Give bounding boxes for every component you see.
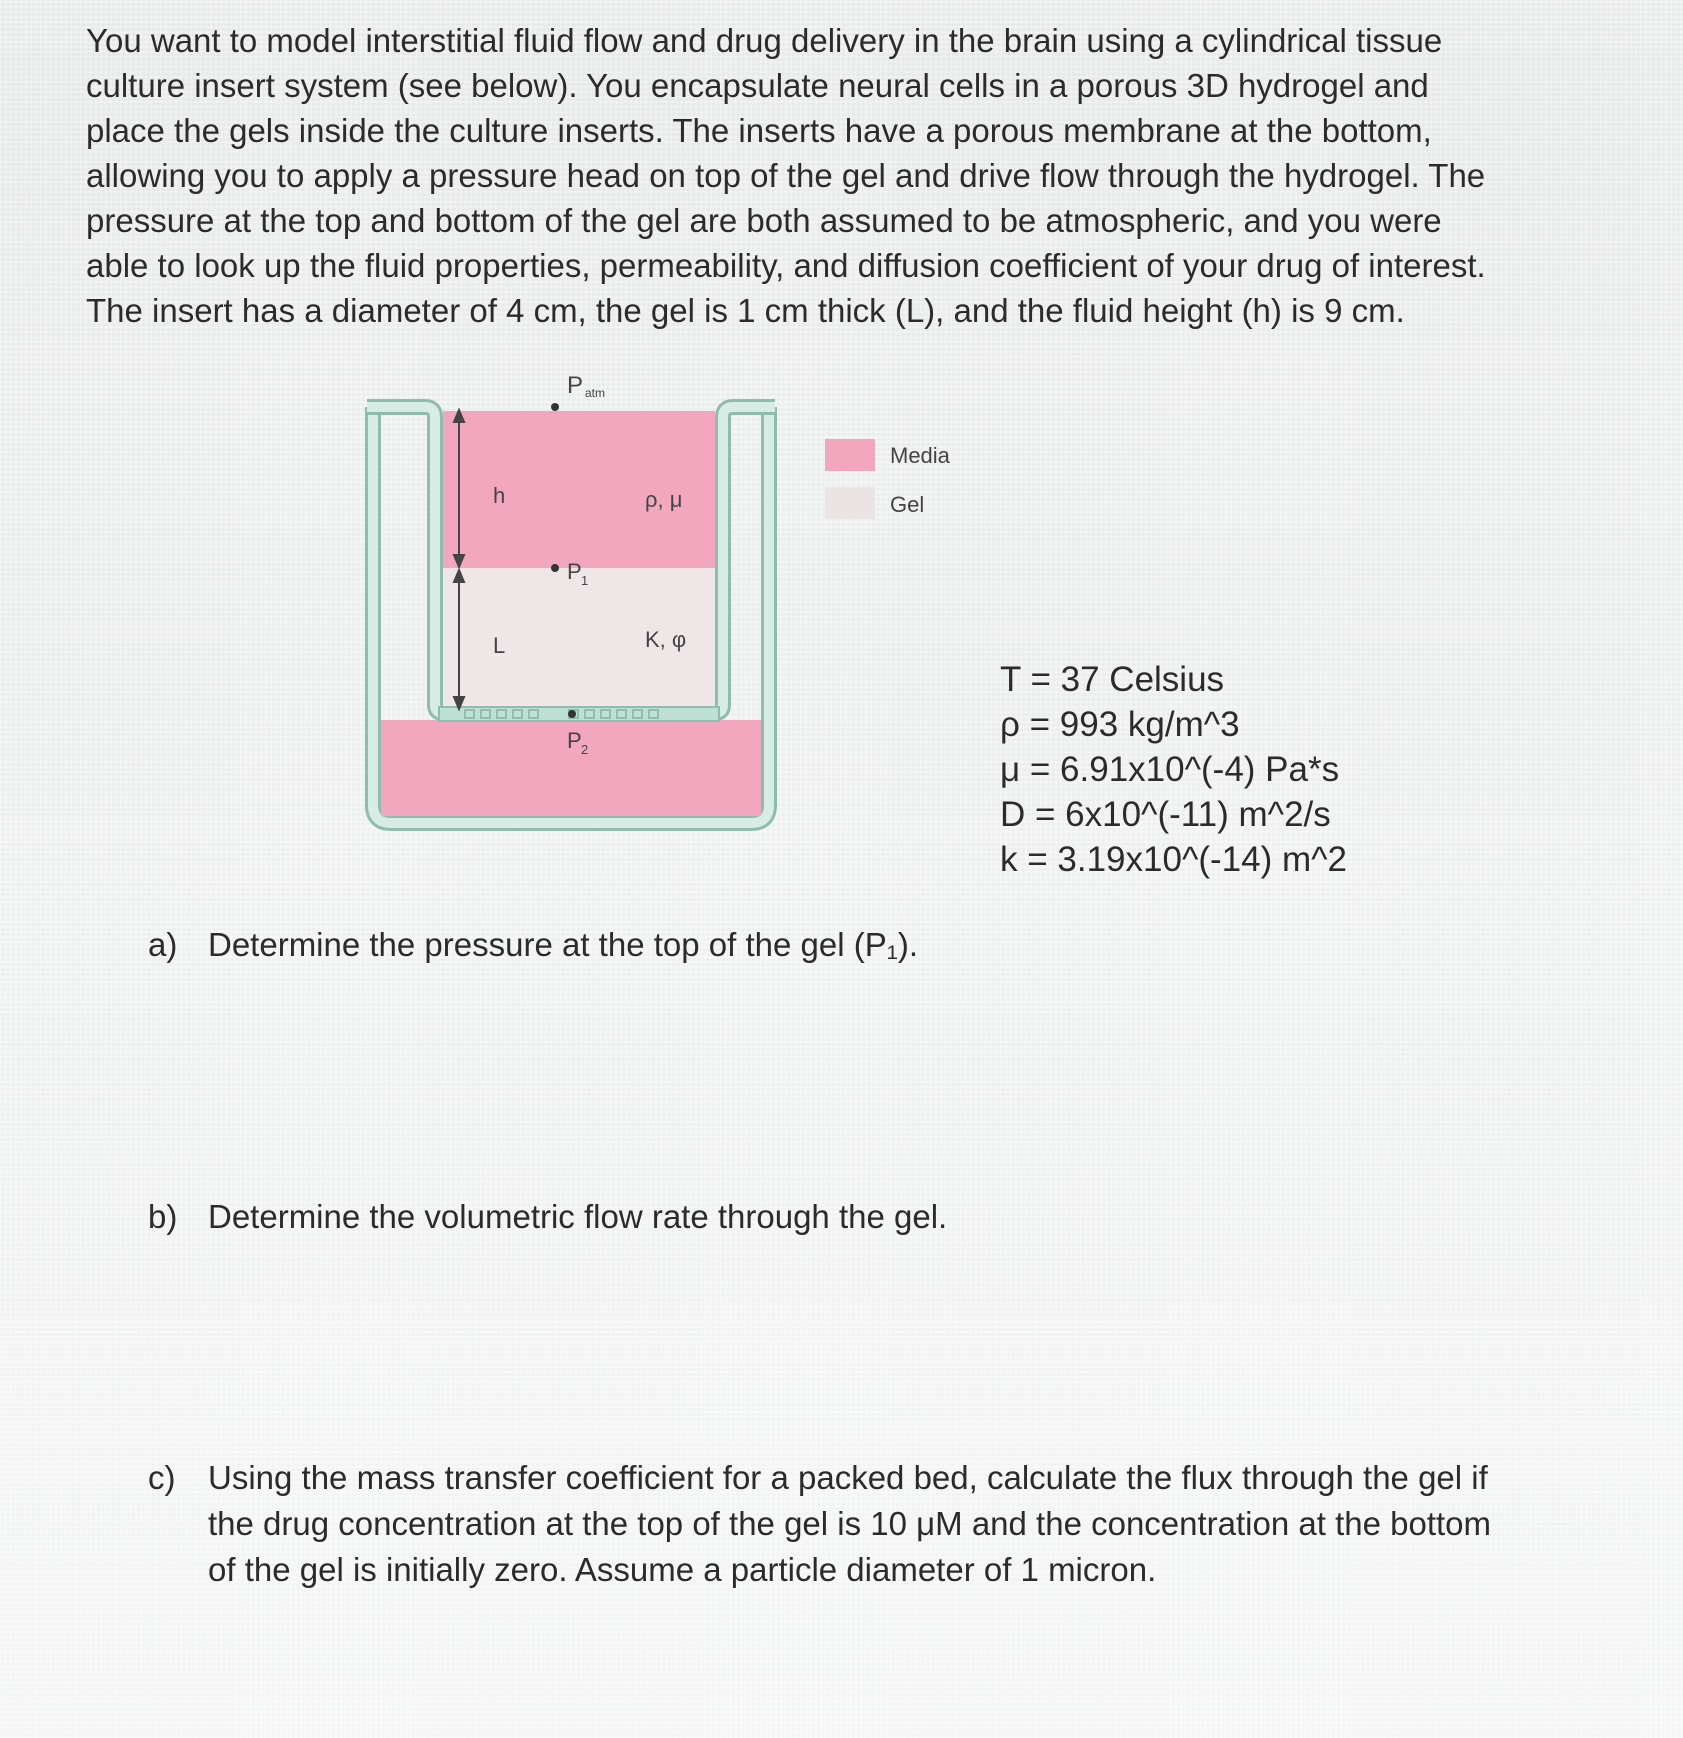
p1-label: P — [567, 559, 582, 584]
intro-line: culture insert system (see below). You encapsulate neural cells in a porous 3D hydrogel and — [86, 67, 1429, 104]
l-label: L — [493, 633, 506, 658]
question-line: Determine the volumetric flow rate through the gel. — [208, 1198, 948, 1235]
parameter-list — [1000, 657, 1347, 882]
culture-insert-diagram — [355, 365, 995, 835]
p-atm-point — [551, 403, 559, 411]
p-atm-subscript: atm — [585, 386, 606, 400]
question-a-text — [208, 922, 1683, 968]
legend-label-gel: Gel — [890, 492, 925, 517]
p1-point — [551, 564, 559, 572]
question-b-text — [208, 1194, 1683, 1240]
legend-swatch-media — [825, 439, 875, 471]
question-c — [148, 1455, 1648, 1595]
question-line: Determine the pressure at the top of the gel (P₁). — [208, 926, 918, 963]
legend-label-media: Media — [890, 443, 950, 468]
h-label: h — [493, 483, 506, 508]
intro-line: You want to model interstitial fluid flow and drug delivery in the brain using a cylindrical tissue — [86, 22, 1443, 59]
question-c-label: c) — [148, 1459, 176, 1496]
legend-swatch-gel — [825, 487, 875, 519]
p2-point — [568, 710, 576, 718]
p2-label: P — [567, 728, 582, 753]
rho-mu-label: ρ, μ — [645, 487, 683, 512]
p2-subscript: 2 — [581, 742, 589, 757]
question-b-label: b) — [148, 1198, 178, 1235]
parameter-permeability: k = 3.19x10^(-14) m^2 — [1000, 840, 1348, 879]
parameter-density: ρ = 993 kg/m^3 — [1000, 705, 1240, 744]
p-atm-label: P — [567, 372, 584, 399]
question-a-label: a) — [148, 926, 178, 963]
question-line: Using the mass transfer coefficient for a packed bed, calculate the flux through the gel if — [208, 1459, 1488, 1496]
question-line: of the gel is initially zero. Assume a particle diameter of 1 micron. — [208, 1551, 1157, 1588]
parameter-diffusivity: D = 6x10^(-11) m^2/s — [1000, 795, 1331, 834]
question-c-text — [208, 1455, 1683, 1593]
question-line: the drug concentration at the top of the gel is 10 μM and the concentration at the bottom — [208, 1505, 1492, 1542]
intro-line: allowing you to apply a pressure head on top of the gel and drive flow through the hydrogel. The — [86, 157, 1486, 194]
intro-line: able to look up the fluid properties, permeability, and diffusion coefficient of your drug of interest. — [86, 247, 1486, 284]
question-a — [148, 922, 1648, 972]
parameter-viscosity: μ = 6.91x10^(-4) Pa*s — [1000, 750, 1340, 789]
intro-line: The insert has a diameter of 4 cm, the gel is 1 cm thick (L), and the fluid height (h) is 9 cm. — [86, 292, 1405, 329]
question-b — [148, 1194, 1648, 1244]
intro-line: place the gels inside the culture inserts. The inserts have a porous membrane at the bottom, — [86, 112, 1432, 149]
porous-membrane — [439, 707, 719, 721]
insert-diagram-svg — [355, 365, 995, 835]
problem-intro — [86, 18, 1546, 333]
k-phi-label: K, φ — [645, 627, 687, 652]
parameter-temperature: T = 37 Celsius — [1000, 660, 1225, 699]
p1-subscript: 1 — [581, 573, 589, 588]
intro-line: pressure at the top and bottom of the gel are both assumed to be atmospheric, and you were — [86, 202, 1442, 239]
